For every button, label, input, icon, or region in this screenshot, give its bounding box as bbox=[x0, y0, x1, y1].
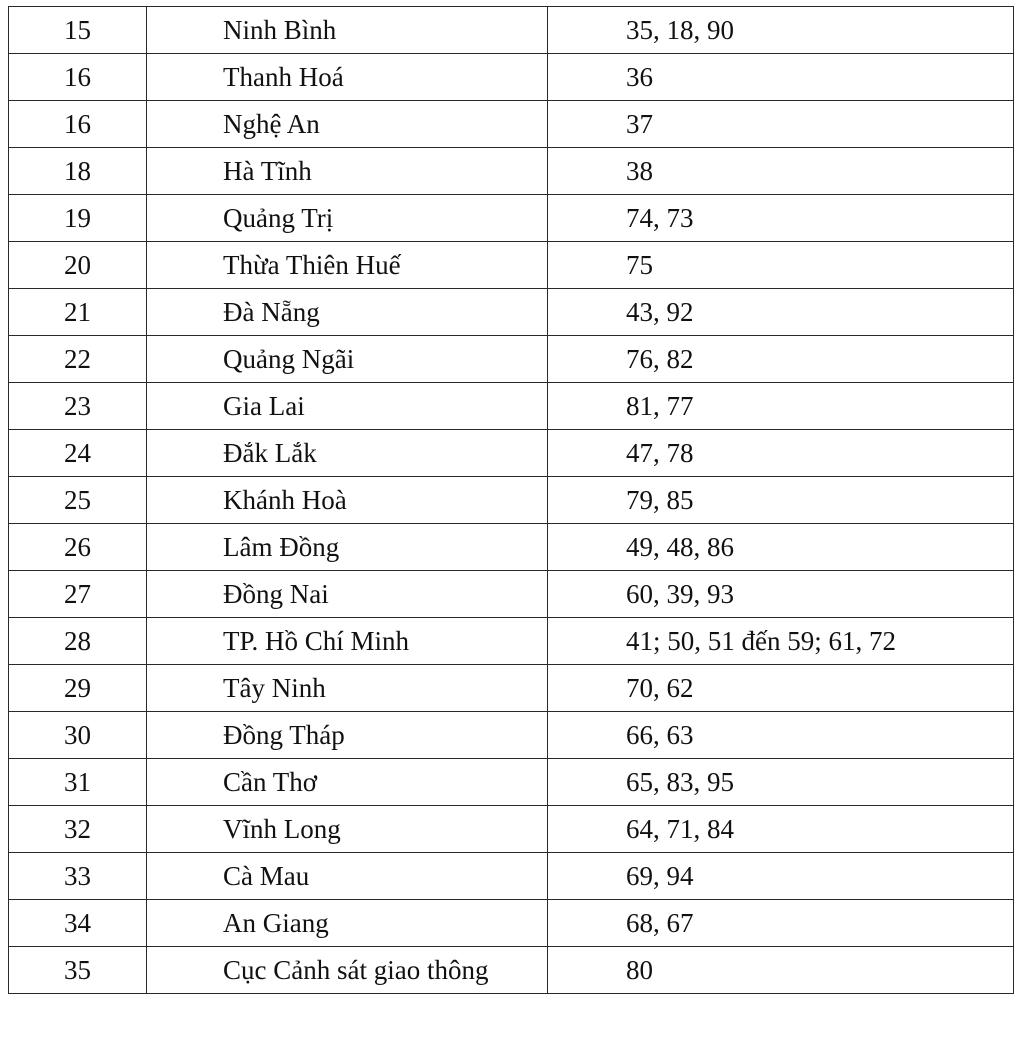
unit-name-cell bbox=[147, 806, 548, 853]
row-number-cell bbox=[9, 853, 147, 900]
row-number-cell bbox=[9, 618, 147, 665]
unit-name-cell bbox=[147, 853, 548, 900]
row-number-cell bbox=[9, 712, 147, 759]
table-body bbox=[9, 7, 1014, 994]
table-row bbox=[9, 148, 1014, 195]
plate-codes-cell bbox=[548, 618, 1014, 665]
row-number-cell bbox=[9, 759, 147, 806]
unit-name-text: Ninh Bình bbox=[223, 14, 337, 45]
row-number-text: 33 bbox=[64, 860, 91, 891]
unit-name-cell bbox=[147, 665, 548, 712]
unit-name-cell bbox=[147, 524, 548, 571]
row-number-cell bbox=[9, 101, 147, 148]
unit-name-text: Hà Tĩnh bbox=[223, 155, 312, 186]
table-row bbox=[9, 242, 1014, 289]
row-number-cell bbox=[9, 7, 147, 54]
row-number-text: 30 bbox=[64, 719, 91, 750]
table-row bbox=[9, 54, 1014, 101]
plate-codes-cell bbox=[548, 383, 1014, 430]
row-number-cell bbox=[9, 195, 147, 242]
unit-name-text: Quảng Ngãi bbox=[223, 343, 355, 374]
unit-name-cell bbox=[147, 289, 548, 336]
row-number-cell bbox=[9, 947, 147, 994]
plate-codes-cell bbox=[548, 477, 1014, 524]
plate-codes-text: 37 bbox=[626, 108, 653, 139]
row-number-text: 29 bbox=[64, 672, 91, 703]
unit-name-cell bbox=[147, 571, 548, 618]
plate-codes-text: 47, 78 bbox=[626, 437, 694, 468]
unit-name-cell bbox=[147, 618, 548, 665]
plate-codes-text: 68, 67 bbox=[626, 907, 694, 938]
row-number-text: 24 bbox=[64, 437, 91, 468]
unit-name-text: Vĩnh Long bbox=[223, 813, 341, 844]
plate-codes-cell bbox=[548, 853, 1014, 900]
plate-codes-text: 35, 18, 90 bbox=[626, 14, 734, 45]
table-row bbox=[9, 7, 1014, 54]
unit-name-text: Thừa Thiên Huế bbox=[223, 249, 401, 280]
unit-name-cell bbox=[147, 148, 548, 195]
plate-codes-cell bbox=[548, 242, 1014, 289]
unit-name-text: Quảng Trị bbox=[223, 202, 334, 233]
table-row bbox=[9, 900, 1014, 947]
row-number-text: 21 bbox=[64, 296, 91, 327]
unit-name-text: Đắk Lắk bbox=[223, 437, 317, 468]
plate-codes-text: 70, 62 bbox=[626, 672, 694, 703]
plate-codes-text: 69, 94 bbox=[626, 860, 694, 891]
table-row bbox=[9, 618, 1014, 665]
plate-codes-text: 81, 77 bbox=[626, 390, 694, 421]
license-plate-table bbox=[8, 6, 1014, 994]
row-number-text: 16 bbox=[64, 61, 91, 92]
table-row bbox=[9, 430, 1014, 477]
row-number-text: 20 bbox=[64, 249, 91, 280]
table-row bbox=[9, 101, 1014, 148]
plate-codes-text: 65, 83, 95 bbox=[626, 766, 734, 797]
unit-name-cell bbox=[147, 101, 548, 148]
plate-codes-cell bbox=[548, 712, 1014, 759]
unit-name-cell bbox=[147, 759, 548, 806]
unit-name-cell bbox=[147, 383, 548, 430]
unit-name-text: Nghệ An bbox=[223, 108, 320, 139]
row-number-cell bbox=[9, 383, 147, 430]
row-number-text: 25 bbox=[64, 484, 91, 515]
plate-codes-cell bbox=[548, 947, 1014, 994]
row-number-text: 23 bbox=[64, 390, 91, 421]
row-number-text: 34 bbox=[64, 907, 91, 938]
plate-codes-cell bbox=[548, 759, 1014, 806]
plate-codes-text: 79, 85 bbox=[626, 484, 694, 515]
plate-codes-text: 80 bbox=[626, 954, 653, 985]
unit-name-text: Tây Ninh bbox=[223, 672, 326, 703]
row-number-text: 19 bbox=[64, 202, 91, 233]
row-number-cell bbox=[9, 148, 147, 195]
unit-name-cell bbox=[147, 242, 548, 289]
unit-name-text: Đà Nẵng bbox=[223, 296, 320, 327]
unit-name-cell bbox=[147, 54, 548, 101]
unit-name-text: TP. Hồ Chí Minh bbox=[223, 625, 410, 656]
row-number-text: 28 bbox=[64, 625, 91, 656]
table-row bbox=[9, 947, 1014, 994]
plate-codes-text: 64, 71, 84 bbox=[626, 813, 734, 844]
plate-codes-cell bbox=[548, 289, 1014, 336]
plate-codes-text: 74, 73 bbox=[626, 202, 694, 233]
plate-codes-cell bbox=[548, 665, 1014, 712]
unit-name-cell bbox=[147, 477, 548, 524]
plate-codes-text: 43, 92 bbox=[626, 296, 694, 327]
plate-codes-cell bbox=[548, 148, 1014, 195]
plate-codes-cell bbox=[548, 7, 1014, 54]
unit-name-text: Thanh Hoá bbox=[223, 61, 344, 92]
unit-name-text: Khánh Hoà bbox=[223, 484, 347, 515]
table-row bbox=[9, 665, 1014, 712]
unit-name-text: Đồng Nai bbox=[223, 578, 329, 609]
table-row bbox=[9, 289, 1014, 336]
unit-name-text: Cục Cảnh sát giao thông bbox=[223, 954, 489, 985]
row-number-cell bbox=[9, 336, 147, 383]
table-row bbox=[9, 571, 1014, 618]
table-row bbox=[9, 853, 1014, 900]
unit-name-cell bbox=[147, 195, 548, 242]
row-number-text: 32 bbox=[64, 813, 91, 844]
row-number-text: 18 bbox=[64, 155, 91, 186]
table-row bbox=[9, 712, 1014, 759]
row-number-text: 35 bbox=[64, 954, 91, 985]
plate-codes-cell bbox=[548, 806, 1014, 853]
unit-name-text: Đồng Tháp bbox=[223, 719, 345, 750]
plate-codes-cell bbox=[548, 195, 1014, 242]
plate-codes-text: 60, 39, 93 bbox=[626, 578, 734, 609]
unit-name-cell bbox=[147, 7, 548, 54]
row-number-cell bbox=[9, 900, 147, 947]
row-number-text: 16 bbox=[64, 108, 91, 139]
row-number-text: 22 bbox=[64, 343, 91, 374]
row-number-cell bbox=[9, 54, 147, 101]
table-row bbox=[9, 759, 1014, 806]
plate-codes-cell bbox=[548, 571, 1014, 618]
unit-name-text: Cà Mau bbox=[223, 860, 310, 891]
unit-name-text: Gia Lai bbox=[223, 390, 305, 421]
row-number-text: 26 bbox=[64, 531, 91, 562]
row-number-cell bbox=[9, 571, 147, 618]
unit-name-text: Cần Thơ bbox=[223, 766, 318, 797]
table-row bbox=[9, 524, 1014, 571]
plate-codes-text: 41; 50, 51 đến 59; 61, 72 bbox=[626, 625, 896, 656]
row-number-text: 31 bbox=[64, 766, 91, 797]
plate-codes-text: 49, 48, 86 bbox=[626, 531, 734, 562]
row-number-cell bbox=[9, 242, 147, 289]
unit-name-cell bbox=[147, 712, 548, 759]
plate-codes-cell bbox=[548, 900, 1014, 947]
row-number-cell bbox=[9, 665, 147, 712]
table-row bbox=[9, 195, 1014, 242]
plate-codes-cell bbox=[548, 430, 1014, 477]
table-row bbox=[9, 806, 1014, 853]
row-number-cell bbox=[9, 524, 147, 571]
row-number-cell bbox=[9, 477, 147, 524]
table-row bbox=[9, 336, 1014, 383]
plate-codes-text: 76, 82 bbox=[626, 343, 694, 374]
plate-codes-text: 75 bbox=[626, 249, 653, 280]
plate-codes-text: 66, 63 bbox=[626, 719, 694, 750]
unit-name-cell bbox=[147, 947, 548, 994]
plate-codes-text: 38 bbox=[626, 155, 653, 186]
table-row bbox=[9, 383, 1014, 430]
unit-name-cell bbox=[147, 336, 548, 383]
unit-name-cell bbox=[147, 430, 548, 477]
row-number-text: 15 bbox=[64, 14, 91, 45]
row-number-cell bbox=[9, 289, 147, 336]
unit-name-text: Lâm Đồng bbox=[223, 531, 340, 562]
unit-name-text: An Giang bbox=[223, 907, 329, 938]
plate-codes-cell bbox=[548, 336, 1014, 383]
plate-codes-cell bbox=[548, 54, 1014, 101]
row-number-text: 27 bbox=[64, 578, 91, 609]
unit-name-cell bbox=[147, 900, 548, 947]
table-row bbox=[9, 477, 1014, 524]
plate-codes-cell bbox=[548, 101, 1014, 148]
row-number-cell bbox=[9, 430, 147, 477]
plate-codes-text: 36 bbox=[626, 61, 653, 92]
row-number-cell bbox=[9, 806, 147, 853]
plate-codes-cell bbox=[548, 524, 1014, 571]
